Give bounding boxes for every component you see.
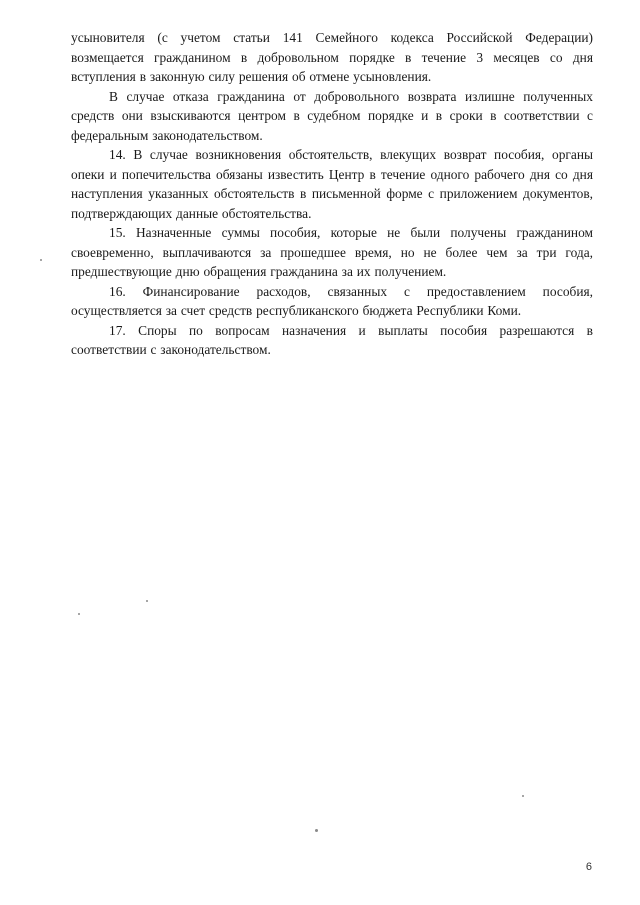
scan-speck: [78, 613, 80, 615]
scan-speck: [146, 600, 148, 602]
scan-speck: [40, 259, 42, 261]
scan-speck: [522, 795, 524, 797]
paragraph-15: 15. Назначенные суммы пособия, которые не были получены гражданином своевременно, выплачиваются за прошедшее время, но не более чем за три года, предшествующие дню обращения гражданина за их получением.: [71, 225, 593, 279]
page-number: 6: [585, 861, 592, 873]
scan-speck: [315, 829, 318, 832]
paragraph-continuation: усыновителя (с учетом статьи 141 Семейного кодекса Российской Федерации) возмещается гражданином в добровольном порядке в течение 3 месяцев со дня вступления в законную силу решения об отмене усыновления.: [71, 30, 593, 84]
body-text: [71, 28, 593, 360]
paragraph-14: 14. В случае возникновения обстоятельств, влекущих возврат пособия, органы опеки и попечительства обязаны известить Центр в течение одного рабочего дня со дня наступления указанных обстоятельств в письменной форме с приложением документов, подтверждающих данные обстоятельства.: [71, 147, 593, 221]
paragraph-17: 17. Споры по вопросам назначения и выплаты пособия разрешаются в соответствии с законодательством.: [71, 322, 593, 357]
paragraph-refusal: В случае отказа гражданина от добровольного возврата излишне полученных средств они взыскиваются центром в судебном порядке и в сроки в соответствии с федеральным законодательством.: [71, 88, 593, 143]
paragraph-16: 16. Финансирование расходов, связанных с предоставлением пособия, осуществляется за счет средств республиканского бюджета Республики Коми.: [71, 283, 593, 318]
